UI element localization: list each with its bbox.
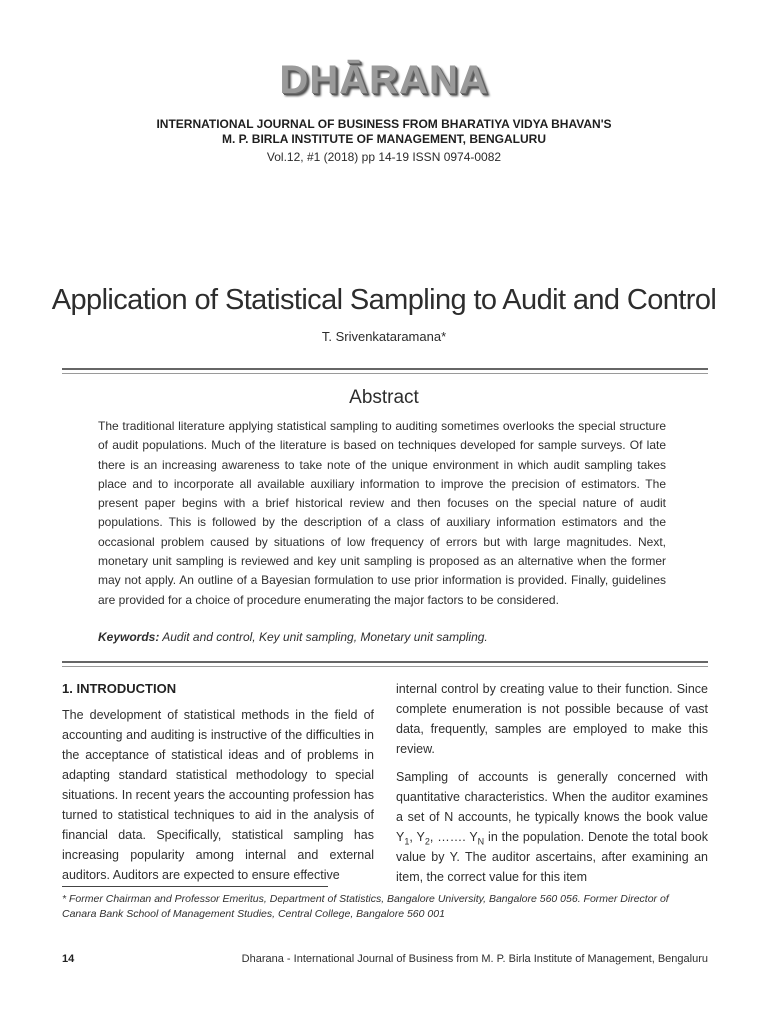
abstract-heading: Abstract bbox=[349, 387, 419, 408]
footnote-rule bbox=[62, 886, 328, 887]
subscript-1: 1 bbox=[404, 836, 410, 847]
article-title: Application of Statistical Sampling to Audit and Control bbox=[51, 284, 717, 316]
divider-top-thin bbox=[62, 373, 708, 374]
sampling-paragraph bbox=[396, 767, 708, 887]
keywords-label: Keywords: bbox=[98, 630, 160, 644]
sampling-dots: , ……. Y bbox=[429, 830, 478, 844]
footnote: * Former Chairman and Professor Emeritus, Department of Statistics, Bangalore University, Bangalore 560 056. Former Director of Canara Bank School of Management Studies, Central College, Bangalore 560 001 bbox=[62, 893, 669, 920]
sampling-text-a: Sampling of accounts is generally concerned with quantitative characteristics. When the auditor examines a set of N accounts, he typically knows the book value Y bbox=[396, 770, 708, 844]
intro-paragraph: The development of statistical methods in the field of accounting and auditing is instructive of the difficulties in the acceptance of statistical ideas and of problems in adapting standard statistical methodology to special situations. In recent years the accounting profession has turned to statistical techniques to aid in the analysis of financial data. Specifically, statistical sampling has increasing popularity among internal and external auditors. Auditors are expected to ensure effective bbox=[62, 708, 374, 882]
column-right bbox=[396, 679, 708, 887]
page-number: 14 bbox=[62, 953, 75, 965]
running-footer: Dharana - International Journal of Business from M. P. Birla Institute of Management, Bengaluru bbox=[241, 953, 708, 965]
section-heading: 1. INTRODUCTION bbox=[62, 681, 177, 696]
journal-name-line2: M. P. BIRLA INSTITUTE OF MANAGEMENT, BENGALURU bbox=[222, 132, 546, 146]
sampling-comma: , Y bbox=[409, 830, 425, 844]
journal-name-line1: INTERNATIONAL JOURNAL OF BUSINESS FROM BHARATIYA VIDYA BHAVAN'S bbox=[156, 117, 612, 131]
divider-bottom-thick bbox=[62, 661, 708, 663]
divider-top-thick bbox=[62, 368, 708, 370]
sampling-text-b: in the population. Denote the total book value by Y. The auditor ascertains, after examining an item, the correct value for this item bbox=[396, 830, 709, 884]
subscript-2: 2 bbox=[424, 836, 430, 847]
article-author: T. Srivenkataramana* bbox=[321, 329, 447, 344]
column-left bbox=[62, 679, 374, 885]
abstract-text: The traditional literature applying statistical sampling to auditing sometimes overlooks the special structure of audit populations. Much of the literature is based on techniques developed for sample surveys. Of late there is an increasing awareness to take note of the unique environment in which audit sampling takes place and to incorporate all available auxiliary information to improve the precision of estimators. The present paper begins with a brief historical review and then focuses on the special nature of audit populations. This is followed by the description of a class of auxiliary information estimators and the occasional problem caused by situations of low frequency of errors but with large magnitudes. Next, monetary unit sampling is reviewed and key unit sampling is proposed as an alternative when the former may not apply. An outline of a Bayesian formulation to use prior information is provided. Finally, guidelines are provided for a choice of procedure enumerating the major factors to be considered. bbox=[98, 419, 666, 607]
journal-logo: DHĀRANA bbox=[279, 58, 489, 102]
intro-paragraph-continued: internal control by creating value to their function. Since complete enumeration is not possible because of vast data, frequently, samples are employed to make this review. bbox=[396, 682, 708, 756]
volume-info: Vol.12, #1 (2018) pp 14-19 ISSN 0974-0082 bbox=[266, 150, 502, 164]
divider-bottom-thin bbox=[62, 666, 708, 667]
keywords-list: Audit and control, Key unit sampling, Monetary unit sampling. bbox=[159, 630, 488, 644]
subscript-n: N bbox=[477, 836, 485, 847]
journal-name bbox=[0, 117, 768, 147]
keywords bbox=[98, 630, 666, 644]
